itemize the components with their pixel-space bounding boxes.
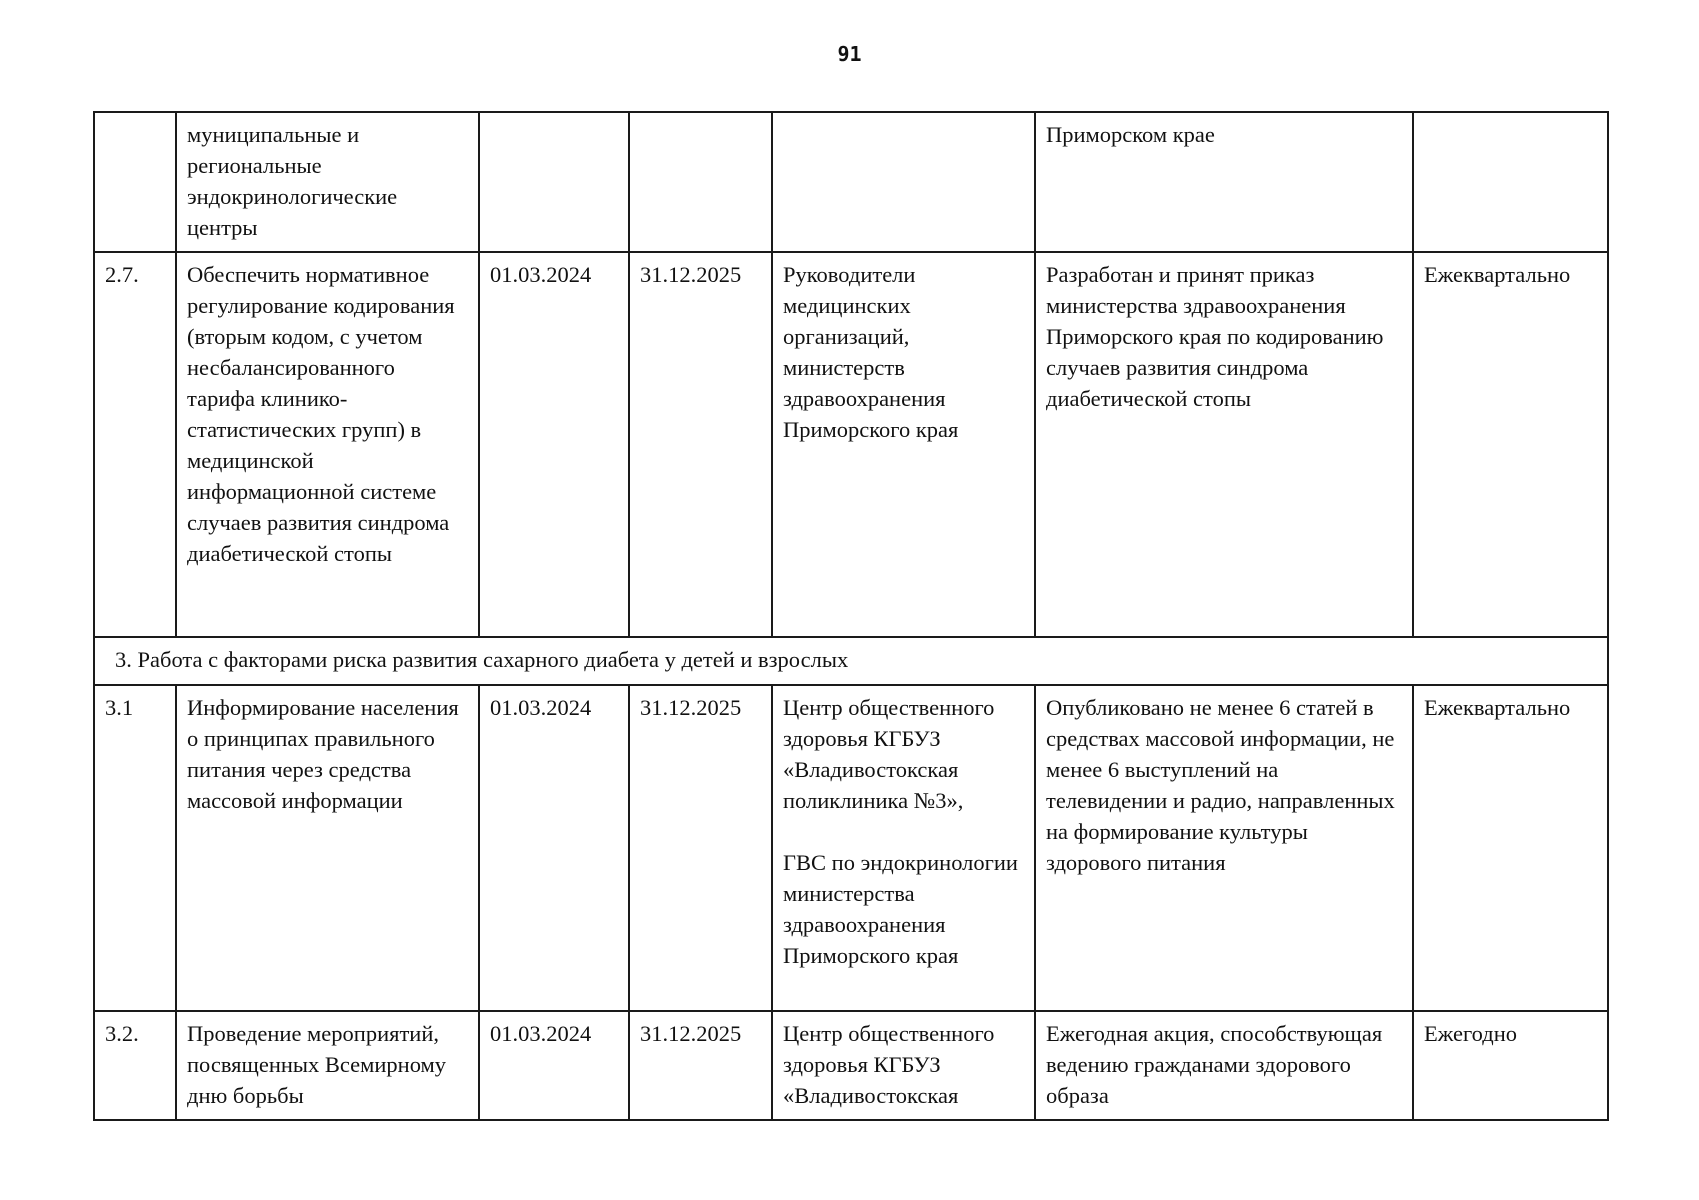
cell-result: Разработан и принят приказ министерства здравоохранения Приморского края по кодированию случаев развития синдрома диабетической стопы	[1035, 252, 1413, 637]
cell-result: Приморском крае	[1035, 112, 1413, 252]
cell-end-date: 31.12.2025	[629, 252, 772, 637]
cell-start-date: 01.03.2024	[479, 685, 629, 1011]
cell-responsible: Центр общественного здоровья КГБУЗ «Владивостокская	[772, 1011, 1035, 1120]
cell-responsible: Центр общественного здоровья КГБУЗ «Владивостокская поликлиника №3», ГВС по эндокринологии министерства здравоохранения Приморского края	[772, 685, 1035, 1011]
cell-frequency	[1413, 112, 1608, 252]
cell-number: 2.7.	[94, 252, 176, 637]
cell-frequency: Ежегодно	[1413, 1011, 1608, 1120]
table-row	[94, 252, 1608, 637]
cell-number: 3.1	[94, 685, 176, 1011]
cell-end-date: 31.12.2025	[629, 1011, 772, 1120]
page-number: 91	[837, 42, 862, 66]
cell-frequency: Ежеквартально	[1413, 685, 1608, 1011]
cell-responsible: Руководители медицинских организаций, министерств здравоохранения Приморского края	[772, 252, 1035, 637]
action-plan-table	[93, 111, 1609, 1121]
section-row	[94, 637, 1608, 685]
table-row	[94, 112, 1608, 252]
table-row	[94, 1011, 1608, 1120]
table-row	[94, 685, 1608, 1011]
cell-result: Ежегодная акция, способствующая ведению гражданами здорового образа	[1035, 1011, 1413, 1120]
cell-responsible	[772, 112, 1035, 252]
cell-start-date	[479, 112, 629, 252]
cell-task: Информирование населения о принципах правильного питания через средства массовой информации	[176, 685, 479, 1011]
cell-number	[94, 112, 176, 252]
cell-end-date	[629, 112, 772, 252]
cell-end-date: 31.12.2025	[629, 685, 772, 1011]
cell-frequency: Ежеквартально	[1413, 252, 1608, 637]
cell-result: Опубликовано не менее 6 статей в средствах массовой информации, не менее 6 выступлений на телевидении и радио, направленных на формирование культуры здорового питания	[1035, 685, 1413, 1011]
cell-task: Проведение мероприятий, посвященных Всемирному дню борьбы	[176, 1011, 479, 1120]
cell-start-date: 01.03.2024	[479, 252, 629, 637]
cell-task: Обеспечить нормативное регулирование кодирования (вторым кодом, с учетом несбалансированного тарифа клинико-статистических групп) в медицинской информационной системе случаев развития синдрома диабетической стопы	[176, 252, 479, 637]
cell-start-date: 01.03.2024	[479, 1011, 629, 1120]
section-heading: 3. Работа с факторами риска развития сахарного диабета у детей и взрослых	[94, 637, 1608, 685]
cell-task: муниципальные и региональные эндокринологические центры	[176, 112, 479, 252]
cell-number: 3.2.	[94, 1011, 176, 1120]
